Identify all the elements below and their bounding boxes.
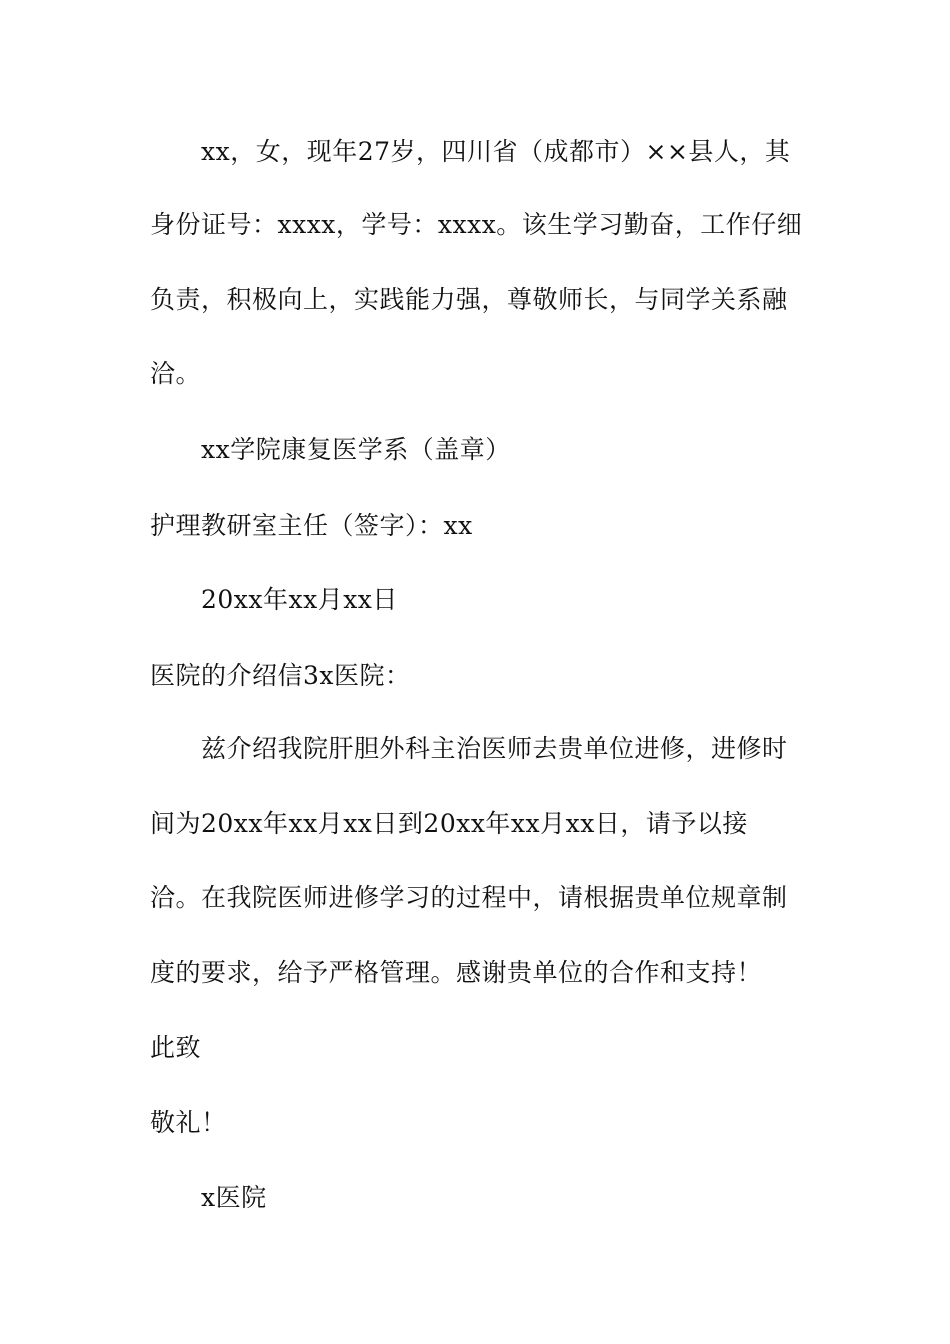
signature-line: 护理教研室主任（签字）：xx bbox=[150, 511, 473, 540]
paragraph-2-line-2: 间为20xx年xx月xx日到20xx年xx月xx日，请予以接 bbox=[150, 809, 748, 838]
paragraph-1-line-3: 负责，积极向上，实践能力强，尊敬师长，与同学关系融 bbox=[150, 285, 788, 314]
paragraph-1-line-1: xx，女，现年27岁，四川省（成都市）××县人，其 bbox=[201, 137, 791, 166]
closing-2: 敬礼！ bbox=[150, 1108, 227, 1137]
paragraph-2-line-4: 度的要求，给予严格管理。感谢贵单位的合作和支持！ bbox=[150, 958, 763, 987]
closing-1: 此致 bbox=[150, 1033, 202, 1062]
sender-name: x医院 bbox=[201, 1183, 267, 1212]
paragraph-2-line-3: 洽。在我院医师进修学习的过程中，请根据贵单位规章制 bbox=[150, 883, 788, 912]
paragraph-2-line-1: 兹介绍我院肝胆外科主治医师去贵单位进修，进修时 bbox=[201, 734, 788, 763]
letter-heading: 医院的介绍信3x医院： bbox=[150, 661, 411, 690]
seal-line: xx学院康复医学系（盖章） bbox=[201, 435, 511, 464]
date-line: 20xx年xx月xx日 bbox=[201, 585, 398, 614]
paragraph-1-line-4: 洽。 bbox=[150, 359, 202, 388]
paragraph-1-line-2: 身份证号：xxxx，学号：xxxx。该生学习勤奋，工作仔细 bbox=[150, 210, 803, 239]
